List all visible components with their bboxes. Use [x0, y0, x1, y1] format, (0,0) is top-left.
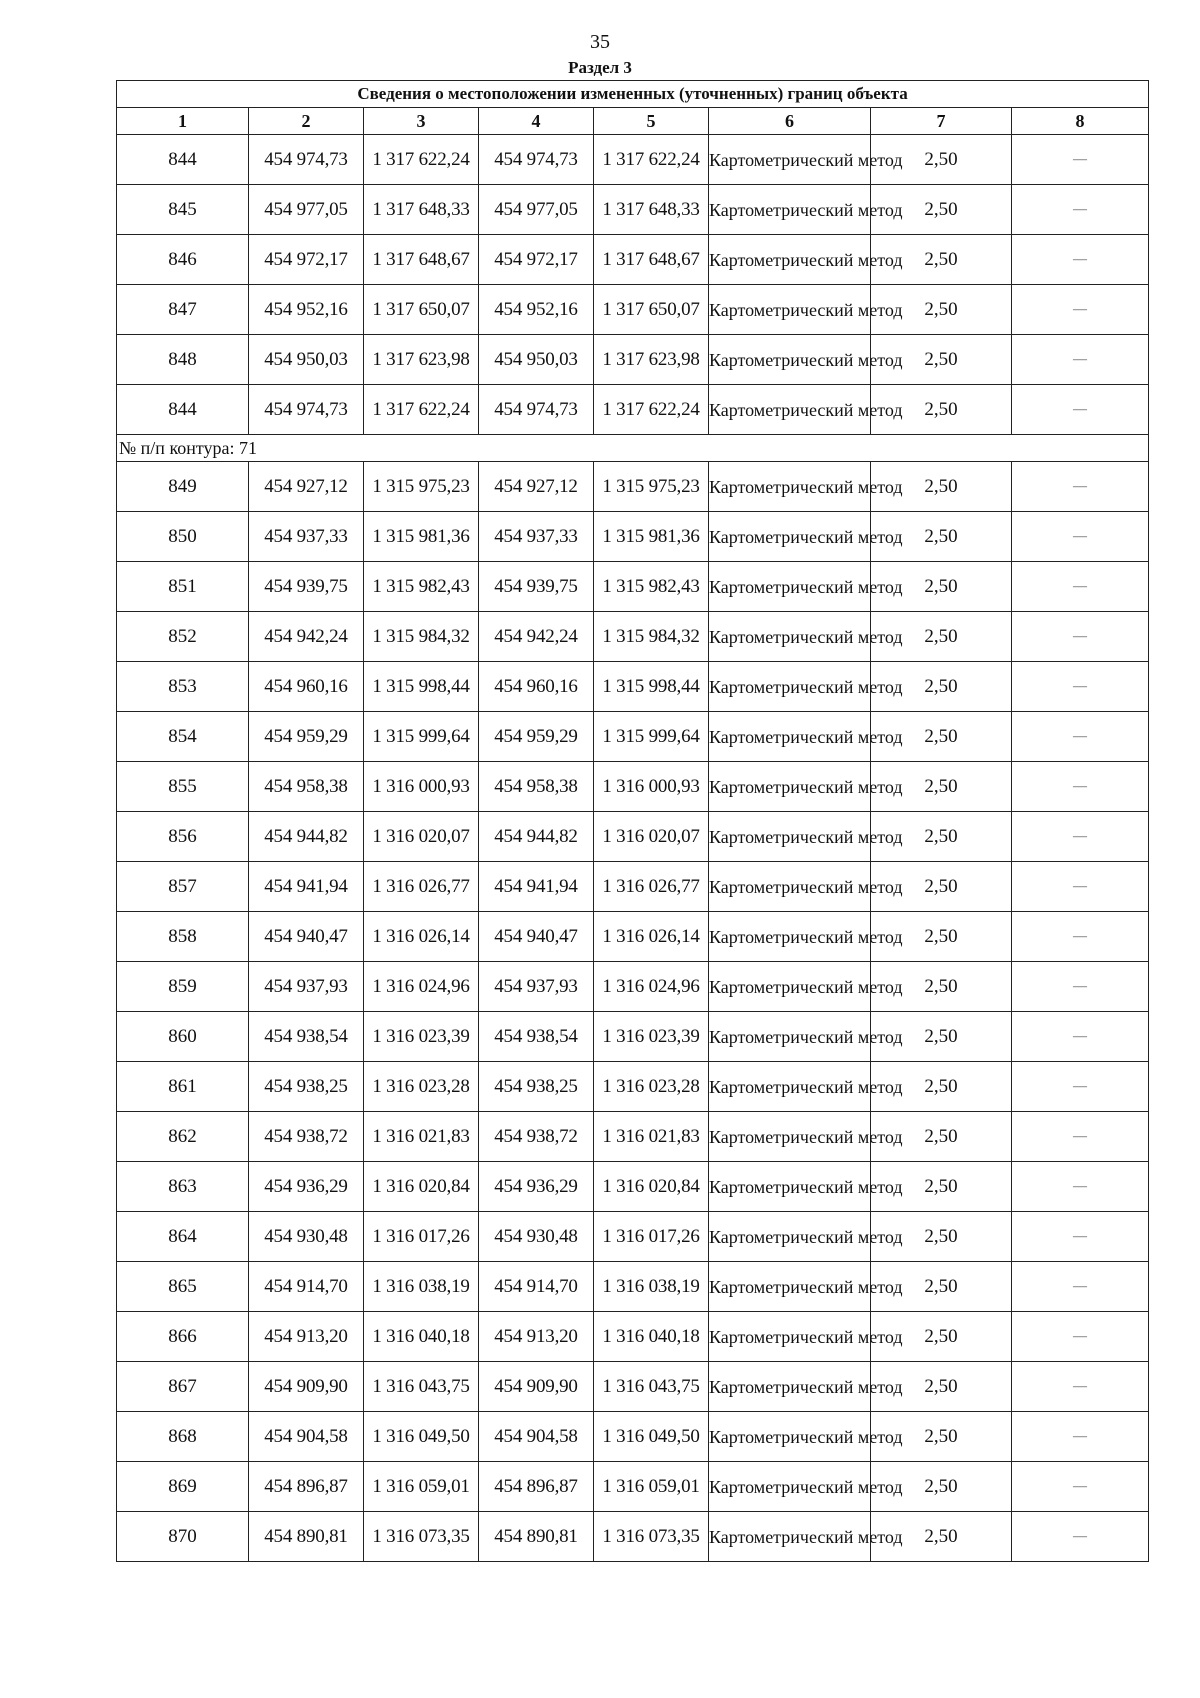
accuracy-cell: 2,50: [871, 1212, 1012, 1262]
contour-label: № п/п контура: 71: [117, 435, 1149, 462]
table-row: [117, 712, 1149, 762]
x-coordinate-new-cell: 454 937,33: [479, 512, 594, 562]
point-number-cell: 847: [117, 285, 249, 335]
y-coordinate-cell: 1 316 040,18: [364, 1312, 479, 1362]
method-cell: Картометрический метод: [709, 712, 871, 762]
column-number: 2: [249, 108, 364, 135]
y-coordinate-new-cell: 1 316 038,19: [594, 1262, 709, 1312]
point-number-cell: 851: [117, 562, 249, 612]
x-coordinate-cell: 454 950,03: [249, 335, 364, 385]
x-coordinate-cell: 454 896,87: [249, 1462, 364, 1512]
accuracy-cell: 2,50: [871, 1062, 1012, 1112]
description-cell: —: [1012, 762, 1149, 812]
y-coordinate-cell: 1 316 023,39: [364, 1012, 479, 1062]
x-coordinate-cell: 454 977,05: [249, 185, 364, 235]
x-coordinate-new-cell: 454 904,58: [479, 1412, 594, 1462]
point-number-cell: 852: [117, 612, 249, 662]
column-number: 1: [117, 108, 249, 135]
method-cell: Картометрический метод: [709, 1362, 871, 1412]
point-number-cell: 854: [117, 712, 249, 762]
y-coordinate-new-cell: 1 316 024,96: [594, 962, 709, 1012]
x-coordinate-new-cell: 454 950,03: [479, 335, 594, 385]
description-cell: —: [1012, 562, 1149, 612]
x-coordinate-new-cell: 454 944,82: [479, 812, 594, 862]
point-number-cell: 870: [117, 1512, 249, 1562]
x-coordinate-new-cell: 454 974,73: [479, 385, 594, 435]
x-coordinate-cell: 454 913,20: [249, 1312, 364, 1362]
method-cell: Картометрический метод: [709, 335, 871, 385]
y-coordinate-new-cell: 1 317 648,67: [594, 235, 709, 285]
x-coordinate-cell: 454 909,90: [249, 1362, 364, 1412]
description-cell: —: [1012, 185, 1149, 235]
y-coordinate-cell: 1 315 984,32: [364, 612, 479, 662]
y-coordinate-new-cell: 1 315 981,36: [594, 512, 709, 562]
description-cell: —: [1012, 862, 1149, 912]
y-coordinate-cell: 1 316 020,84: [364, 1162, 479, 1212]
y-coordinate-new-cell: 1 316 059,01: [594, 1462, 709, 1512]
method-cell: Картометрический метод: [709, 385, 871, 435]
point-number-cell: 860: [117, 1012, 249, 1062]
description-cell: —: [1012, 912, 1149, 962]
method-cell: Картометрический метод: [709, 1512, 871, 1562]
description-cell: —: [1012, 1012, 1149, 1062]
y-coordinate-cell: 1 315 998,44: [364, 662, 479, 712]
x-coordinate-new-cell: 454 937,93: [479, 962, 594, 1012]
x-coordinate-cell: 454 914,70: [249, 1262, 364, 1312]
accuracy-cell: 2,50: [871, 385, 1012, 435]
point-number-cell: 864: [117, 1212, 249, 1262]
x-coordinate-cell: 454 944,82: [249, 812, 364, 862]
description-cell: —: [1012, 462, 1149, 512]
y-coordinate-new-cell: 1 317 648,33: [594, 185, 709, 235]
table-row: [117, 1512, 1149, 1562]
accuracy-cell: 2,50: [871, 1362, 1012, 1412]
accuracy-cell: 2,50: [871, 235, 1012, 285]
x-coordinate-cell: 454 927,12: [249, 462, 364, 512]
x-coordinate-new-cell: 454 952,16: [479, 285, 594, 335]
description-cell: —: [1012, 712, 1149, 762]
y-coordinate-new-cell: 1 316 026,77: [594, 862, 709, 912]
x-coordinate-cell: 454 959,29: [249, 712, 364, 762]
method-cell: Картометрический метод: [709, 185, 871, 235]
accuracy-cell: 2,50: [871, 662, 1012, 712]
description-cell: —: [1012, 812, 1149, 862]
table-row: [117, 1462, 1149, 1512]
accuracy-cell: 2,50: [871, 912, 1012, 962]
x-coordinate-cell: 454 938,54: [249, 1012, 364, 1062]
x-coordinate-cell: 454 936,29: [249, 1162, 364, 1212]
accuracy-cell: 2,50: [871, 1262, 1012, 1312]
x-coordinate-cell: 454 937,33: [249, 512, 364, 562]
accuracy-cell: 2,50: [871, 285, 1012, 335]
column-number: 6: [709, 108, 871, 135]
description-cell: —: [1012, 335, 1149, 385]
accuracy-cell: 2,50: [871, 1162, 1012, 1212]
table-row: [117, 235, 1149, 285]
y-coordinate-cell: 1 316 020,07: [364, 812, 479, 862]
description-cell: —: [1012, 612, 1149, 662]
method-cell: Картометрический метод: [709, 662, 871, 712]
x-coordinate-cell: 454 942,24: [249, 612, 364, 662]
column-number: 5: [594, 108, 709, 135]
method-cell: Картометрический метод: [709, 1212, 871, 1262]
x-coordinate-cell: 454 972,17: [249, 235, 364, 285]
accuracy-cell: 2,50: [871, 1412, 1012, 1462]
point-number-cell: 869: [117, 1462, 249, 1512]
y-coordinate-cell: 1 316 059,01: [364, 1462, 479, 1512]
x-coordinate-cell: 454 937,93: [249, 962, 364, 1012]
point-number-cell: 845: [117, 185, 249, 235]
method-cell: Картометрический метод: [709, 512, 871, 562]
point-number-cell: 848: [117, 335, 249, 385]
y-coordinate-cell: 1 317 622,24: [364, 385, 479, 435]
method-cell: Картометрический метод: [709, 1162, 871, 1212]
accuracy-cell: 2,50: [871, 612, 1012, 662]
accuracy-cell: 2,50: [871, 185, 1012, 235]
description-cell: —: [1012, 285, 1149, 335]
point-number-cell: 856: [117, 812, 249, 862]
x-coordinate-cell: 454 938,25: [249, 1062, 364, 1112]
method-cell: Картометрический метод: [709, 1312, 871, 1362]
accuracy-cell: 2,50: [871, 462, 1012, 512]
y-coordinate-cell: 1 316 073,35: [364, 1512, 479, 1562]
point-number-cell: 861: [117, 1062, 249, 1112]
table-row: [117, 285, 1149, 335]
x-coordinate-new-cell: 454 909,90: [479, 1362, 594, 1412]
point-number-cell: 853: [117, 662, 249, 712]
method-cell: Картометрический метод: [709, 1462, 871, 1512]
y-coordinate-new-cell: 1 315 984,32: [594, 612, 709, 662]
table-row: [117, 1012, 1149, 1062]
description-cell: —: [1012, 1312, 1149, 1362]
y-coordinate-new-cell: 1 316 026,14: [594, 912, 709, 962]
table-row: [117, 1412, 1149, 1462]
point-number-cell: 849: [117, 462, 249, 512]
y-coordinate-cell: 1 316 049,50: [364, 1412, 479, 1462]
table-caption: Сведения о местоположении измененных (уточненных) границ объекта: [117, 81, 1149, 108]
method-cell: Картометрический метод: [709, 462, 871, 512]
description-cell: —: [1012, 1112, 1149, 1162]
table-row: [117, 562, 1149, 612]
x-coordinate-cell: 454 952,16: [249, 285, 364, 335]
accuracy-cell: 2,50: [871, 1012, 1012, 1062]
table-row: [117, 1312, 1149, 1362]
table-row: [117, 1212, 1149, 1262]
table-row: [117, 612, 1149, 662]
table-row: [117, 135, 1149, 185]
y-coordinate-cell: 1 317 650,07: [364, 285, 479, 335]
point-number-cell: 868: [117, 1412, 249, 1462]
point-number-cell: 862: [117, 1112, 249, 1162]
x-coordinate-new-cell: 454 927,12: [479, 462, 594, 512]
y-coordinate-new-cell: 1 316 020,07: [594, 812, 709, 862]
x-coordinate-cell: 454 938,72: [249, 1112, 364, 1162]
x-coordinate-new-cell: 454 913,20: [479, 1312, 594, 1362]
y-coordinate-cell: 1 317 648,67: [364, 235, 479, 285]
y-coordinate-new-cell: 1 317 622,24: [594, 385, 709, 435]
section-title: Раздел 3: [568, 58, 632, 77]
y-coordinate-new-cell: 1 315 998,44: [594, 662, 709, 712]
method-cell: Картометрический метод: [709, 912, 871, 962]
y-coordinate-cell: 1 315 999,64: [364, 712, 479, 762]
point-number-cell: 867: [117, 1362, 249, 1412]
table-row: [117, 662, 1149, 712]
table-body: [117, 135, 1149, 1562]
x-coordinate-cell: 454 930,48: [249, 1212, 364, 1262]
x-coordinate-new-cell: 454 959,29: [479, 712, 594, 762]
y-coordinate-cell: 1 317 622,24: [364, 135, 479, 185]
y-coordinate-new-cell: 1 316 021,83: [594, 1112, 709, 1162]
point-number-cell: 859: [117, 962, 249, 1012]
y-coordinate-cell: 1 315 981,36: [364, 512, 479, 562]
method-cell: Картометрический метод: [709, 862, 871, 912]
point-number-cell: 857: [117, 862, 249, 912]
method-cell: Картометрический метод: [709, 1412, 871, 1462]
method-cell: Картометрический метод: [709, 812, 871, 862]
y-coordinate-cell: 1 315 982,43: [364, 562, 479, 612]
y-coordinate-new-cell: 1 315 982,43: [594, 562, 709, 612]
y-coordinate-new-cell: 1 316 023,28: [594, 1062, 709, 1112]
y-coordinate-cell: 1 316 017,26: [364, 1212, 479, 1262]
accuracy-cell: 2,50: [871, 712, 1012, 762]
description-cell: —: [1012, 1062, 1149, 1112]
x-coordinate-new-cell: 454 977,05: [479, 185, 594, 235]
description-cell: —: [1012, 962, 1149, 1012]
table-row: [117, 385, 1149, 435]
column-number: 4: [479, 108, 594, 135]
table-row: [117, 512, 1149, 562]
x-coordinate-new-cell: 454 940,47: [479, 912, 594, 962]
y-coordinate-new-cell: 1 316 020,84: [594, 1162, 709, 1212]
y-coordinate-cell: 1 316 024,96: [364, 962, 479, 1012]
boundary-coordinates-table: [116, 80, 1149, 1562]
point-number-cell: 850: [117, 512, 249, 562]
method-cell: Картометрический метод: [709, 562, 871, 612]
point-number-cell: 844: [117, 385, 249, 435]
x-coordinate-new-cell: 454 938,54: [479, 1012, 594, 1062]
description-cell: —: [1012, 235, 1149, 285]
point-number-cell: 865: [117, 1262, 249, 1312]
table-row: [117, 1112, 1149, 1162]
table-row: [117, 185, 1149, 235]
description-cell: —: [1012, 385, 1149, 435]
description-cell: —: [1012, 1362, 1149, 1412]
table-row: [117, 812, 1149, 862]
accuracy-cell: 2,50: [871, 1462, 1012, 1512]
y-coordinate-new-cell: 1 317 650,07: [594, 285, 709, 335]
y-coordinate-cell: 1 316 023,28: [364, 1062, 479, 1112]
description-cell: —: [1012, 1512, 1149, 1562]
table-row: [117, 762, 1149, 812]
y-coordinate-new-cell: 1 317 623,98: [594, 335, 709, 385]
table-row: [117, 1362, 1149, 1412]
method-cell: Картометрический метод: [709, 235, 871, 285]
accuracy-cell: 2,50: [871, 562, 1012, 612]
x-coordinate-new-cell: 454 972,17: [479, 235, 594, 285]
method-cell: Картометрический метод: [709, 1062, 871, 1112]
table-row: [117, 1262, 1149, 1312]
description-cell: —: [1012, 512, 1149, 562]
y-coordinate-new-cell: 1 316 073,35: [594, 1512, 709, 1562]
y-coordinate-cell: 1 316 026,77: [364, 862, 479, 912]
method-cell: Картометрический метод: [709, 1012, 871, 1062]
y-coordinate-new-cell: 1 315 999,64: [594, 712, 709, 762]
y-coordinate-cell: 1 316 038,19: [364, 1262, 479, 1312]
method-cell: Картометрический метод: [709, 1112, 871, 1162]
table-row: [117, 1062, 1149, 1112]
y-coordinate-cell: 1 316 000,93: [364, 762, 479, 812]
table-row: [117, 912, 1149, 962]
x-coordinate-cell: 454 890,81: [249, 1512, 364, 1562]
y-coordinate-cell: 1 317 623,98: [364, 335, 479, 385]
accuracy-cell: 2,50: [871, 135, 1012, 185]
y-coordinate-cell: 1 316 043,75: [364, 1362, 479, 1412]
y-coordinate-new-cell: 1 316 023,39: [594, 1012, 709, 1062]
description-cell: —: [1012, 1212, 1149, 1262]
x-coordinate-new-cell: 454 958,38: [479, 762, 594, 812]
column-number: 3: [364, 108, 479, 135]
x-coordinate-cell: 454 960,16: [249, 662, 364, 712]
y-coordinate-new-cell: 1 316 040,18: [594, 1312, 709, 1362]
point-number-cell: 858: [117, 912, 249, 962]
point-number-cell: 863: [117, 1162, 249, 1212]
point-number-cell: 844: [117, 135, 249, 185]
accuracy-cell: 2,50: [871, 1512, 1012, 1562]
table-row: [117, 962, 1149, 1012]
accuracy-cell: 2,50: [871, 512, 1012, 562]
x-coordinate-new-cell: 454 890,81: [479, 1512, 594, 1562]
x-coordinate-new-cell: 454 941,94: [479, 862, 594, 912]
y-coordinate-cell: 1 316 021,83: [364, 1112, 479, 1162]
table-row: [117, 462, 1149, 512]
point-number-cell: 855: [117, 762, 249, 812]
method-cell: Картометрический метод: [709, 285, 871, 335]
accuracy-cell: 2,50: [871, 1112, 1012, 1162]
description-cell: —: [1012, 1462, 1149, 1512]
x-coordinate-new-cell: 454 896,87: [479, 1462, 594, 1512]
y-coordinate-new-cell: 1 317 622,24: [594, 135, 709, 185]
method-cell: Картометрический метод: [709, 962, 871, 1012]
description-cell: —: [1012, 662, 1149, 712]
x-coordinate-new-cell: 454 974,73: [479, 135, 594, 185]
accuracy-cell: 2,50: [871, 1312, 1012, 1362]
x-coordinate-new-cell: 454 960,16: [479, 662, 594, 712]
accuracy-cell: 2,50: [871, 862, 1012, 912]
point-number-cell: 866: [117, 1312, 249, 1362]
x-coordinate-cell: 454 939,75: [249, 562, 364, 612]
y-coordinate-new-cell: 1 316 049,50: [594, 1412, 709, 1462]
y-coordinate-cell: 1 316 026,14: [364, 912, 479, 962]
description-cell: —: [1012, 1412, 1149, 1462]
x-coordinate-cell: 454 974,73: [249, 385, 364, 435]
accuracy-cell: 2,50: [871, 762, 1012, 812]
point-number-cell: 846: [117, 235, 249, 285]
description-cell: —: [1012, 1162, 1149, 1212]
y-coordinate-new-cell: 1 315 975,23: [594, 462, 709, 512]
column-number-row: [117, 108, 1149, 135]
x-coordinate-new-cell: 454 930,48: [479, 1212, 594, 1262]
method-cell: Картометрический метод: [709, 1262, 871, 1312]
x-coordinate-new-cell: 454 938,25: [479, 1062, 594, 1112]
table-row: [117, 335, 1149, 385]
x-coordinate-new-cell: 454 914,70: [479, 1262, 594, 1312]
y-coordinate-new-cell: 1 316 043,75: [594, 1362, 709, 1412]
x-coordinate-new-cell: 454 942,24: [479, 612, 594, 662]
x-coordinate-new-cell: 454 938,72: [479, 1112, 594, 1162]
accuracy-cell: 2,50: [871, 812, 1012, 862]
accuracy-cell: 2,50: [871, 962, 1012, 1012]
column-number: 7: [871, 108, 1012, 135]
x-coordinate-cell: 454 940,47: [249, 912, 364, 962]
method-cell: Картометрический метод: [709, 612, 871, 662]
x-coordinate-new-cell: 454 939,75: [479, 562, 594, 612]
method-cell: Картометрический метод: [709, 762, 871, 812]
x-coordinate-cell: 454 904,58: [249, 1412, 364, 1462]
x-coordinate-cell: 454 958,38: [249, 762, 364, 812]
table-row: [117, 1162, 1149, 1212]
y-coordinate-cell: 1 317 648,33: [364, 185, 479, 235]
table-row: [117, 862, 1149, 912]
y-coordinate-new-cell: 1 316 017,26: [594, 1212, 709, 1262]
page-number: 35: [590, 31, 610, 53]
x-coordinate-cell: 454 974,73: [249, 135, 364, 185]
accuracy-cell: 2,50: [871, 335, 1012, 385]
method-cell: Картометрический метод: [709, 135, 871, 185]
description-cell: —: [1012, 135, 1149, 185]
description-cell: —: [1012, 1262, 1149, 1312]
x-coordinate-new-cell: 454 936,29: [479, 1162, 594, 1212]
column-number: 8: [1012, 108, 1149, 135]
y-coordinate-cell: 1 315 975,23: [364, 462, 479, 512]
y-coordinate-new-cell: 1 316 000,93: [594, 762, 709, 812]
x-coordinate-cell: 454 941,94: [249, 862, 364, 912]
contour-row: [117, 435, 1149, 462]
